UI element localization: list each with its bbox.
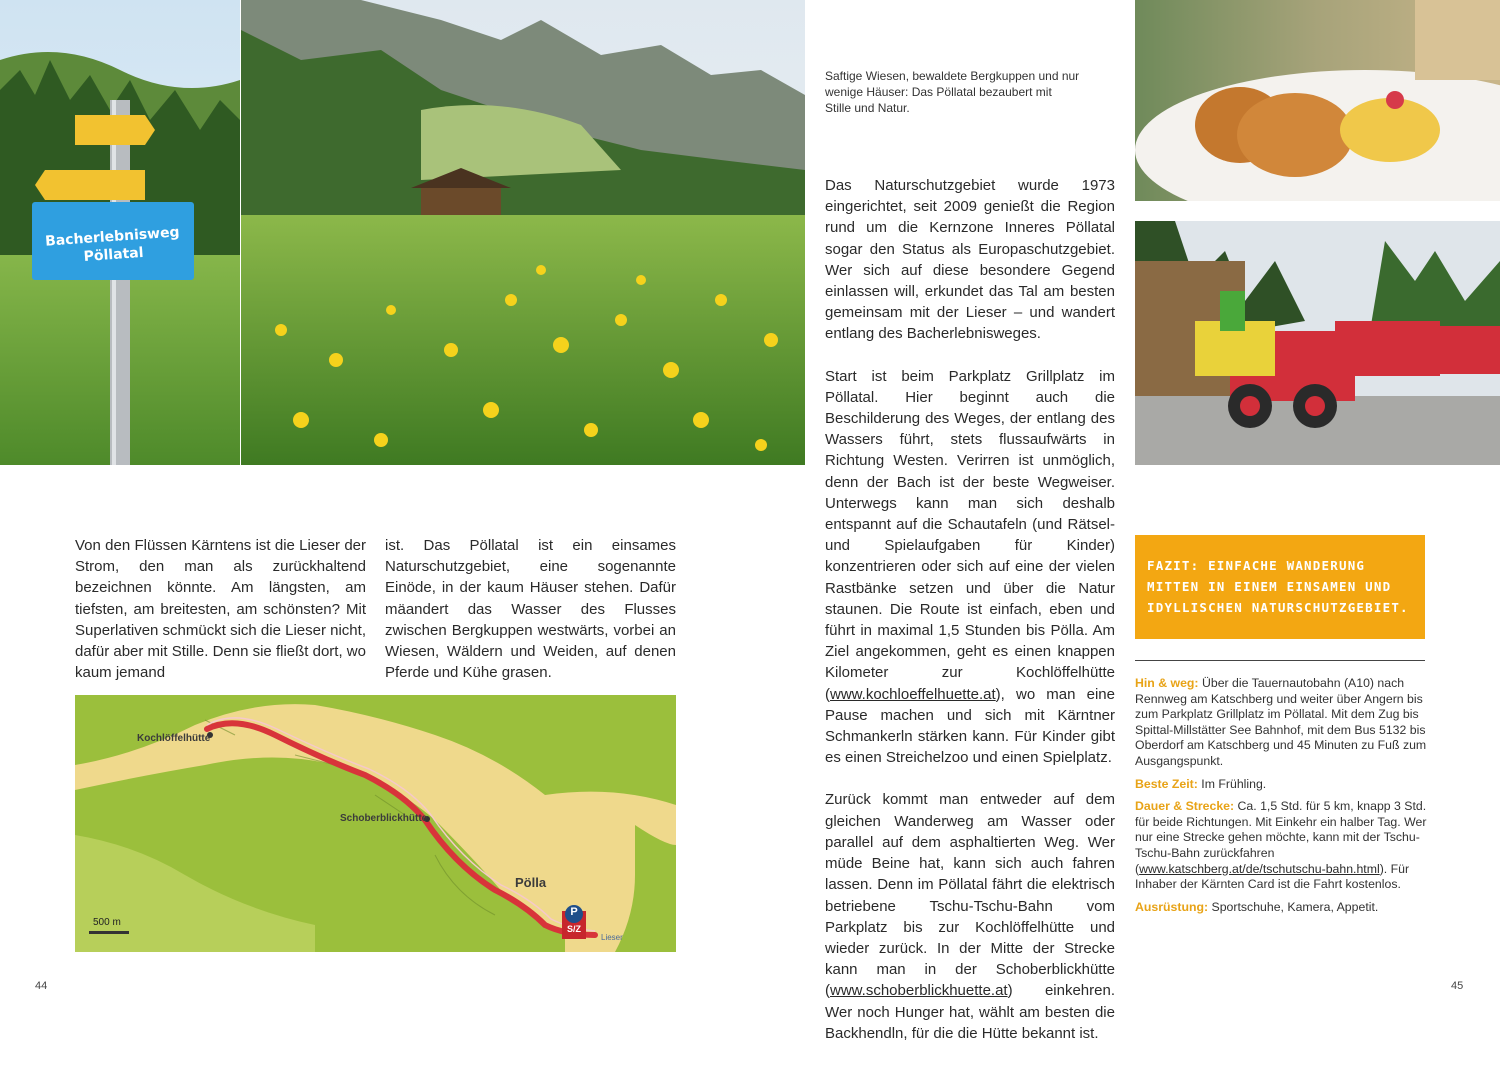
signpost-photo — [0, 0, 240, 465]
route-map — [75, 695, 676, 952]
map-label-kochloeffelhuette: Kochlöffelhütte — [137, 733, 211, 744]
photo-caption: Saftige Wiesen, bewaldete Bergkuppen und nur wenige Häuser: Das Pöllatal bezaubert mit Stille und Natur. — [825, 69, 1080, 115]
schoberblickhuette-link[interactable]: www.schoberblickhuette.at — [830, 982, 1008, 1000]
hinweg-label: Hin & weg: — [1135, 676, 1199, 690]
sign-line1: Bacherlebnisweg — [44, 224, 181, 250]
intro-column-2: ist. Das Pöllatal ist ein einsames Naturschutzgebiet, eine sogenannte Einöde, in der kaum Häuser stehen. Dafür mäandert das Wasser des Flusses zwischen Bergkuppen westwärts, vorbei an Wiesen, Wäldern und Weiden, auf denen Pferde und Kühe grasen. — [385, 537, 676, 682]
sign-line2: Pöllatal — [83, 244, 145, 266]
train-photo — [1135, 221, 1500, 465]
beste-zeit-label: Beste Zeit: — [1135, 776, 1198, 791]
info-block — [1135, 676, 1430, 922]
map-label-lieser: Lieser — [601, 933, 623, 942]
map-label-schoberblickhuette: Schoberblickhütte — [340, 813, 428, 824]
paragraph-2: Start ist beim Parkplatz Grillplatz im Pöllatal. Hier beginnt auch die Beschilderung des Weges, der entlang des Wassers führt, stets flussaufwärts in Richtung Westen. Verirren ist unmöglich, denn der Bach ist der beste Wegweiser. Unterwegs kann man sich deshalb entspannt auf die Schautafeln (und Rätsel- und Spielaufgaben für Kinder) konzentrieren oder sich auf eine der vielen Rastbänke setzen und über die Natur staunen. Die Route ist einfach, eben und führt in maximal 1,5 Stunden bis Pölla. Am Ziel angekommen, geht es einen knappen Kilometer zur Kochlöffelhütte (www.kochloeffelhuette.at), wo man eine Pause machen und sich mit Kärntner Schmankerln stärken kann. Für Kinder gibt es einen Streichelzoo und einen Spielplatz. — [825, 367, 1115, 767]
info-divider — [1135, 660, 1425, 661]
main-text-column — [825, 175, 1115, 1065]
map-label-poella: Pölla — [515, 875, 547, 890]
paragraph-3: Zurück kommt man entweder auf dem gleichen Wanderweg am Wasser oder parallel auf dem asphaltierten Weg. Wer müde Beine hat, kann sich auch fahren lassen. Denn im Pöllatal fährt die elektrisch betriebene Tschu-Tschu-Bahn vom Parkplatz bis zur Kochlöffelhütte und wieder zurück. In der Mitte der Strecke kann man in der Schoberblickhütte (www.schoberblickhuette.at) einkehren. Wer noch Hunger hat, wählt am besten die Backhendln, für die die Hütte bekannt ist. — [825, 791, 1115, 1042]
meadow-photo — [241, 0, 805, 465]
dauer-label: Dauer & Strecke: — [1135, 799, 1235, 814]
start-end-marker: S/Z — [566, 924, 581, 934]
page-number-left: 44 — [35, 980, 48, 992]
map-scale-label: 500 m — [93, 917, 121, 928]
parking-icon: P — [570, 906, 578, 918]
fazit-box: FAZIT: EINFACHE WANDERUNG MITTEN IN EINEM EINSAMEN UND IDYLLISCHEN NATURSCHUTZGEBIET. — [1135, 535, 1425, 639]
ausruestung-label: Ausrüstung: — [1135, 899, 1209, 914]
page-number-right: 45 — [1451, 980, 1464, 992]
tschutschu-link[interactable]: www.katschberg.at/de/tschutschu-bahn.html — [1139, 861, 1380, 876]
paragraph-1: Das Naturschutzgebiet wurde 1973 eingerichtet, seit 2009 genießt die Region rund um die Kernzone Inneres Pöllatal sogar den Status als Europaschutzgebiet. Wer sich auf diese besondere Gegend einlassen will, erkundet das Tal am besten gemeinsam mit der Lieser – und wandert entlang des Bacherlebnisweges. — [825, 177, 1115, 343]
info-beste-zeit: Beste Zeit: Im Frühling. — [1135, 776, 1267, 791]
info-dauer: Dauer & Strecke: Ca. 1,5 Std. für 5 km, knapp 3 Std. für beide Richtungen. Mit Einkehr ein halber Tag. Wer nur eine Strecke gehen möchte, kann mit der Tschu-Tschu-Bahn zurückfahren (www.katschberg.at/de/tschutschu-bahn.html). Für Inhaber der Kärnten Card ist die Fahrt kostenlos. — [1135, 799, 1427, 892]
kochloeffelhuette-link[interactable]: www.kochloeffelhuette.at — [830, 685, 996, 703]
food-photo — [1135, 0, 1500, 201]
info-ausruestung: Ausrüstung: Sportschuhe, Kamera, Appetit. — [1135, 899, 1379, 914]
intro-column-1: Von den Flüssen Kärntens ist die Lieser der Strom, den man als zurückhaltend bezeichnen könnte. Am längsten, am tiefsten, am breitesten, am schönsten? Mit Superlativen schmückt sich die Lieser nicht, dafür aber mit Stille. Denn sie fließt dort, wo kaum jemand — [75, 537, 366, 682]
info-hinweg: Hin & weg: Über die Tauernautobahn (A10) nach Rennweg am Katschberg und weiter über Angern bis zum Parkplatz Grillplatz im Pöllatal. Mit dem Zug bis Spittal-Millstätter See Bahnhof, mit dem Bus 5132 bis Oberdorf am Katschberg und 45 Minuten zu Fuß zum Ausgangspunkt. — [1135, 676, 1427, 768]
